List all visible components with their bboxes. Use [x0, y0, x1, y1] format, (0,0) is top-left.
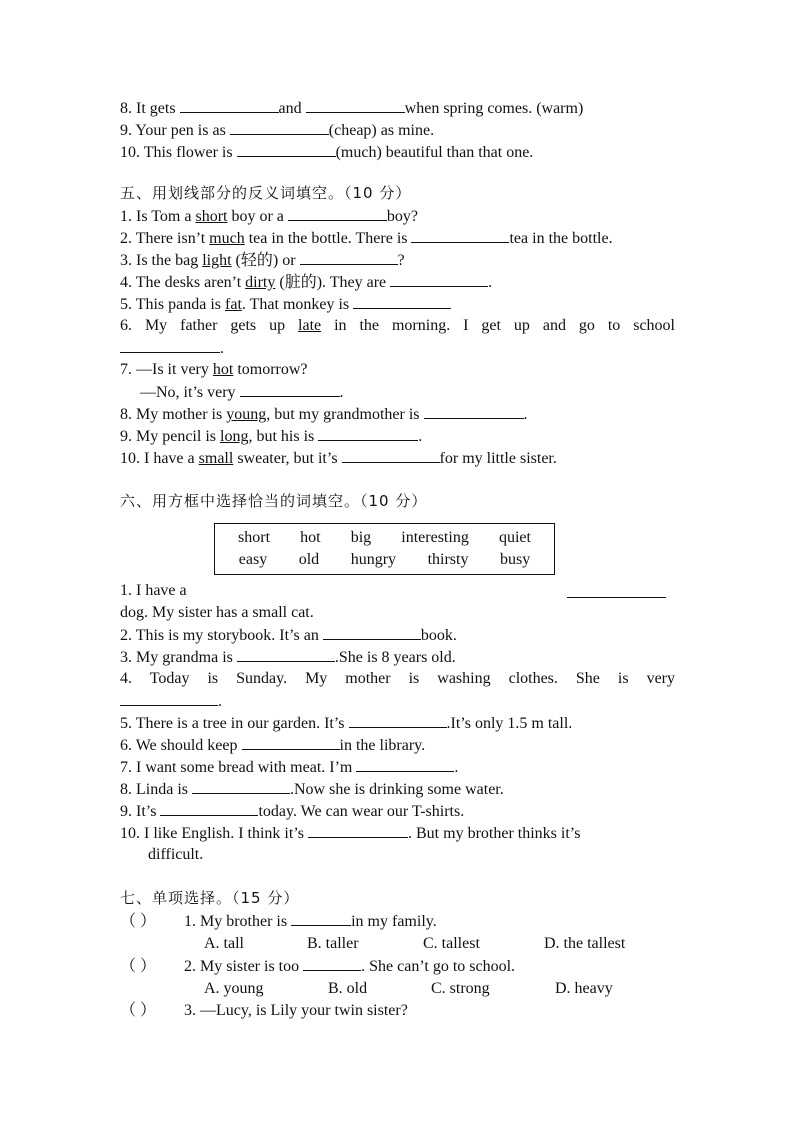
question-line: 4. Today is Sunday. My mother is washing clothes. She is very	[120, 670, 675, 687]
question-line: 7. I want some bread with meat. I’m .	[120, 756, 675, 778]
option[interactable]: A. young	[204, 980, 264, 997]
answer-blank[interactable]	[390, 271, 488, 287]
question-line: difficult.	[148, 846, 204, 863]
question-line: 9. It’s today. We can wear our T-shirts.	[120, 800, 675, 822]
question-line: —No, it’s very .	[120, 381, 675, 403]
question-line: 10. I like English. I think it’s . But my brother thinks it’s	[120, 822, 675, 844]
option[interactable]: B. taller	[307, 935, 359, 952]
word-row	[215, 549, 554, 571]
question-line: 3. My grandma is .She is 8 years old.	[120, 646, 675, 668]
question-line: 3. Is the bag light (轻的) or ?	[120, 249, 675, 271]
word-option: hungry	[350, 551, 397, 568]
question-line: 8. My mother is young, but my grandmother is .	[120, 403, 675, 425]
answer-blank[interactable]	[411, 227, 509, 243]
answer-blank[interactable]	[237, 646, 335, 662]
answer-blank[interactable]	[288, 205, 387, 221]
answer-paren[interactable]: （ ）	[120, 913, 157, 930]
question-line: （ ） 2. My sister is too . She can’t go to school.	[120, 955, 675, 977]
option[interactable]: C. strong	[431, 980, 490, 997]
question-line: 10. I have a small sweater, but it’s for my little sister.	[120, 447, 675, 469]
options-row	[120, 977, 675, 1000]
answer-blank[interactable]	[192, 778, 290, 794]
answer-blank[interactable]	[342, 447, 440, 463]
question-line: 6. We should keep in the library.	[120, 734, 675, 756]
answer-blank[interactable]	[306, 97, 405, 113]
option[interactable]: D. heavy	[555, 980, 613, 997]
question-line: dog. My sister has a small cat.	[120, 604, 314, 621]
question-line: （ ） 3. —Lucy, is Lily your twin sister?	[120, 1000, 675, 1022]
option[interactable]: A. tall	[204, 935, 244, 952]
answer-blank[interactable]	[160, 800, 258, 816]
word-option: short	[238, 529, 271, 546]
question-line: 9. Your pen is as (cheap) as mine.	[120, 119, 675, 141]
word-option: busy	[500, 551, 531, 568]
question-line: 2. This is my storybook. It’s an book.	[120, 624, 675, 646]
word-row	[215, 527, 554, 549]
answer-blank[interactable]	[349, 712, 447, 728]
answer-paren[interactable]: （ ）	[120, 1002, 157, 1019]
answer-blank[interactable]	[567, 582, 666, 598]
word-option: easy	[238, 551, 268, 568]
answer-blank[interactable]	[303, 955, 361, 971]
answer-blank[interactable]	[356, 756, 454, 772]
question-line: .	[120, 337, 675, 359]
answer-blank[interactable]	[318, 425, 418, 441]
word-option: thirsty	[427, 551, 469, 568]
answer-blank[interactable]	[242, 734, 340, 750]
word-option: old	[298, 551, 320, 568]
question-line: 8. Linda is .Now she is drinking some water.	[120, 778, 675, 800]
answer-paren[interactable]: （ ）	[120, 958, 157, 975]
worksheet	[120, 97, 675, 1022]
answer-blank[interactable]	[353, 293, 451, 309]
word-option: quiet	[498, 529, 531, 546]
question-line: 1. Is Tom a short boy or a boy?	[120, 205, 675, 227]
question-line: 2. There isn’t much tea in the bottle. There is tea in the bottle.	[120, 227, 675, 249]
question-line: 8. It gets and when spring comes. (warm)	[120, 97, 675, 119]
section-heading: 六、用方框中选择恰当的词填空。（10 分）	[120, 492, 428, 510]
answer-blank[interactable]	[300, 249, 398, 265]
section-heading: 七、单项选择。（15 分）	[120, 889, 300, 907]
question-line: .	[120, 690, 675, 712]
answer-blank[interactable]	[180, 97, 279, 113]
word-box	[214, 523, 555, 575]
answer-blank[interactable]	[120, 690, 218, 706]
question-line: 5. There is a tree in our garden. It’s .It’s only 1.5 m tall.	[120, 712, 675, 734]
option[interactable]: B. old	[328, 980, 368, 997]
question-line: 9. My pencil is long, but his is .	[120, 425, 675, 447]
answer-blank[interactable]	[308, 822, 408, 838]
option[interactable]: C. tallest	[423, 935, 480, 952]
answer-blank[interactable]	[323, 624, 421, 640]
question-line: 6. My father gets up late in the morning. I get up and go to school	[120, 317, 676, 334]
answer-blank[interactable]	[237, 141, 336, 157]
question-line: 5. This panda is fat. That monkey is	[120, 293, 675, 315]
question-line: 4. The desks aren’t dirty (脏的). They are .	[120, 271, 675, 293]
answer-blank[interactable]	[424, 403, 524, 419]
section-heading: 五、用划线部分的反义词填空。（10 分）	[120, 184, 412, 202]
answer-blank[interactable]	[240, 381, 340, 397]
word-option: interesting	[401, 529, 469, 546]
answer-blank[interactable]	[120, 337, 220, 353]
question-line: 7. —Is it very hot tomorrow?	[120, 361, 308, 378]
question-line: 1. I have a	[120, 580, 675, 602]
question-line: （ ） 1. My brother is in my family.	[120, 910, 675, 932]
options-row	[120, 932, 675, 955]
answer-blank[interactable]	[291, 910, 351, 926]
question-line: 10. This flower is (much) beautiful than that one.	[120, 141, 675, 163]
option[interactable]: D. the tallest	[544, 935, 626, 952]
word-option: hot	[300, 529, 321, 546]
answer-blank[interactable]	[230, 119, 329, 135]
word-option: big	[350, 529, 372, 546]
